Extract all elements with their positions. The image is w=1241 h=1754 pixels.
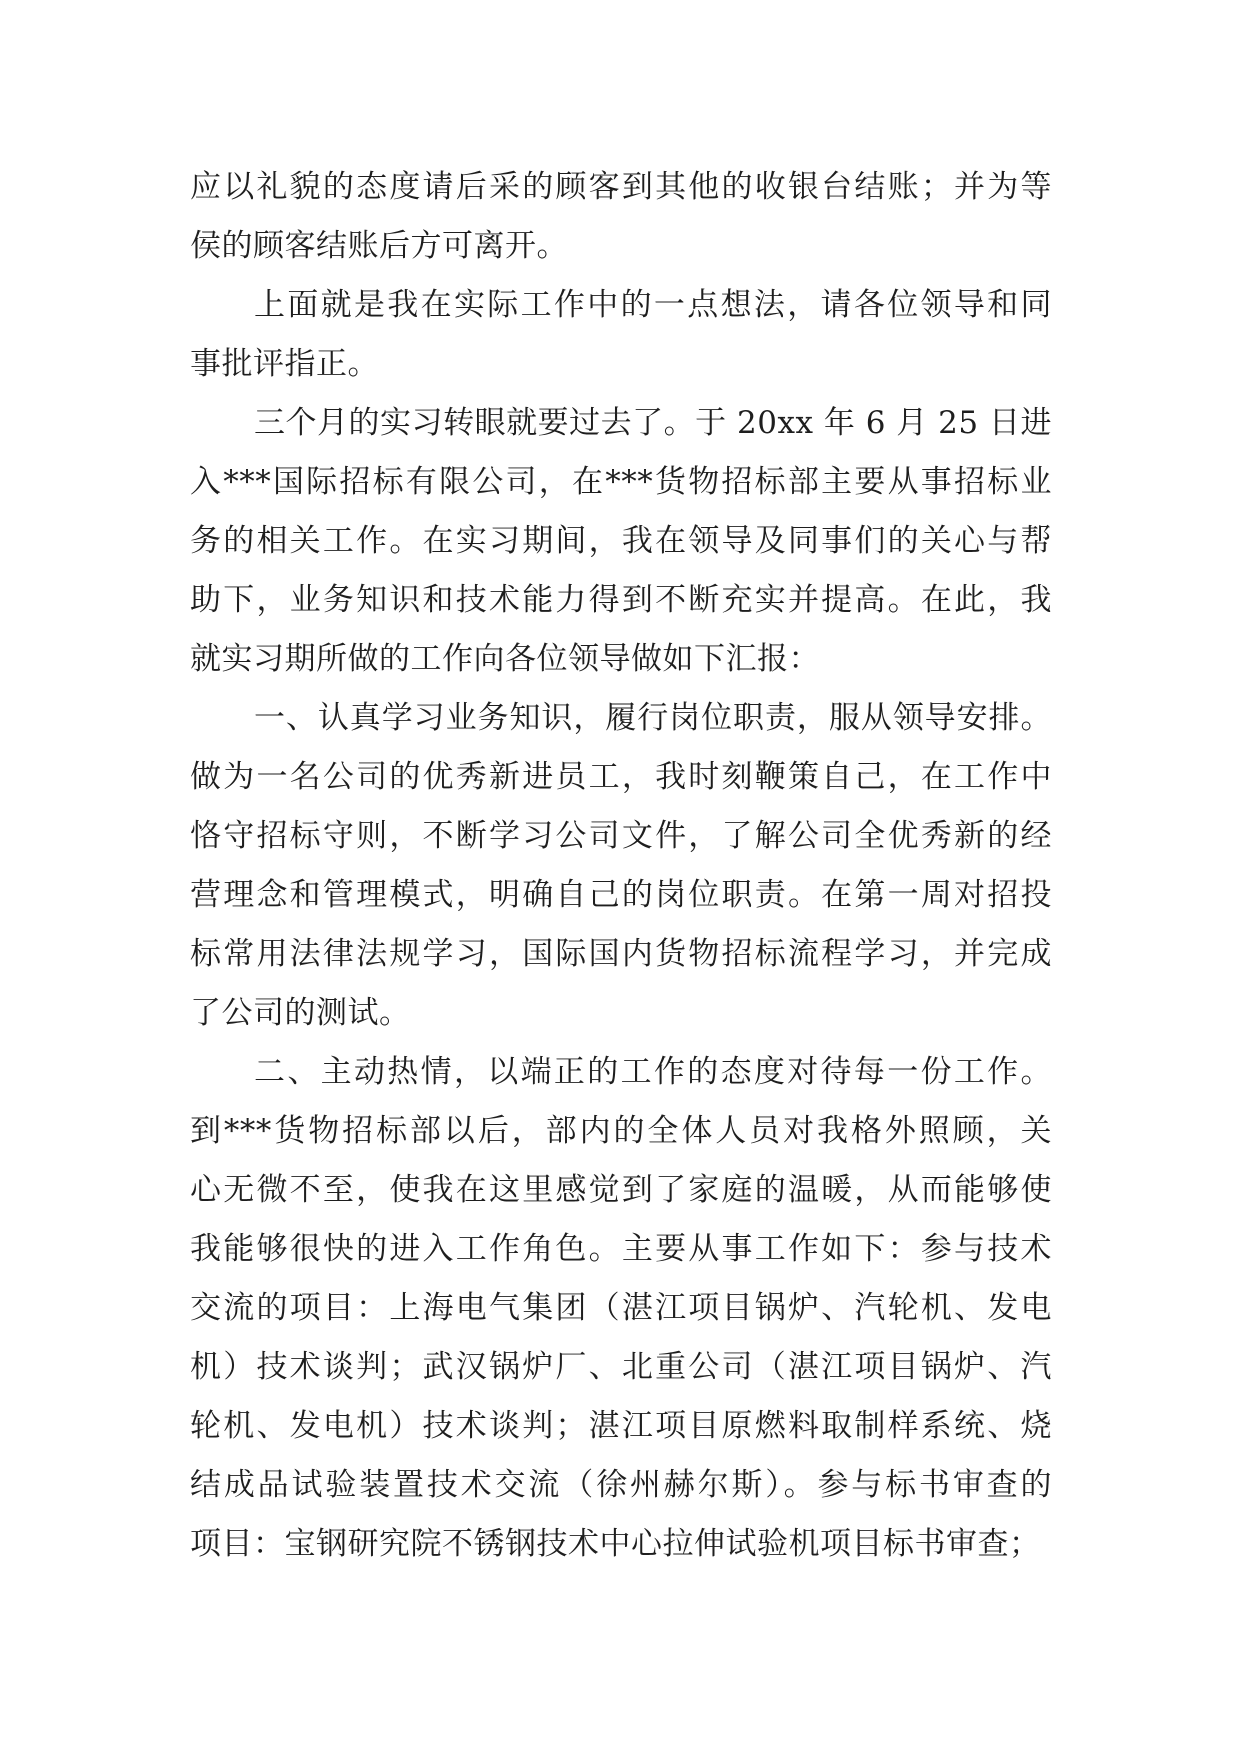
text-line: 营理念和管理模式，明确自己的岗位职责。在第一周对招投 — [190, 877, 1052, 913]
paragraph-first-line: 上面就是我在实际工作中的一点想法，请各位领导和同 — [254, 287, 1052, 323]
text-line: 交流的项目：上海电气集团（湛江项目锅炉、汽轮机、发电 — [190, 1290, 1052, 1326]
text-line: 机）技术谈判；武汉锅炉厂、北重公司（湛江项目锅炉、汽 — [190, 1349, 1052, 1385]
text-line: 应以礼貌的态度请后采的顾客到其他的收银台结账；并为等 — [190, 169, 1052, 205]
text-line: 侯的顾客结账后方可离开。 — [190, 228, 568, 264]
text-line: 了公司的测试。 — [190, 995, 411, 1031]
section-heading-two: 二、主动热情，以端正的工作的态度对待每一份工作。 — [254, 1054, 1052, 1090]
text-line: 到***货物招标部以后，部内的全体人员对我格外照顾，关 — [190, 1113, 1052, 1149]
text-line: 结成品试验装置技术交流（徐州赫尔斯）。参与标书审查的 — [190, 1467, 1052, 1503]
text-line: 助下，业务知识和技术能力得到不断充实并提高。在此，我 — [190, 582, 1052, 618]
text-line: 轮机、发电机）技术谈判；湛江项目原燃料取制样系统、烧 — [190, 1408, 1052, 1444]
text-line: 我能够很快的进入工作角色。主要从事工作如下：参与技术 — [190, 1231, 1052, 1267]
text-line: 项目：宝钢研究院不锈钢技术中心拉伸试验机项目标书审查； — [190, 1526, 1041, 1562]
text-line: 事批评指正。 — [190, 346, 379, 382]
text-line: 入***国际招标有限公司，在***货物招标部主要从事招标业 — [190, 464, 1052, 500]
text-line: 就实习期所做的工作向各位领导做如下汇报： — [190, 641, 820, 677]
paragraph-first-line: 三个月的实习转眼就要过去了。于 20xx 年 6 月 25 日进 — [254, 405, 1052, 441]
text-line: 做为一名公司的优秀新进员工，我时刻鞭策自己，在工作中 — [190, 759, 1052, 795]
section-heading-one: 一、认真学习业务知识，履行岗位职责，服从领导安排。 — [254, 700, 1052, 736]
text-line: 心无微不至，使我在这里感觉到了家庭的温暖，从而能够使 — [190, 1172, 1052, 1208]
text-line: 务的相关工作。在实习期间，我在领导及同事们的关心与帮 — [190, 523, 1052, 559]
text-line: 恪守招标守则，不断学习公司文件，了解公司全优秀新的经 — [190, 818, 1052, 854]
text-line: 标常用法律法规学习，国际国内货物招标流程学习，并完成 — [190, 936, 1052, 972]
document-body — [190, 158, 1052, 1574]
